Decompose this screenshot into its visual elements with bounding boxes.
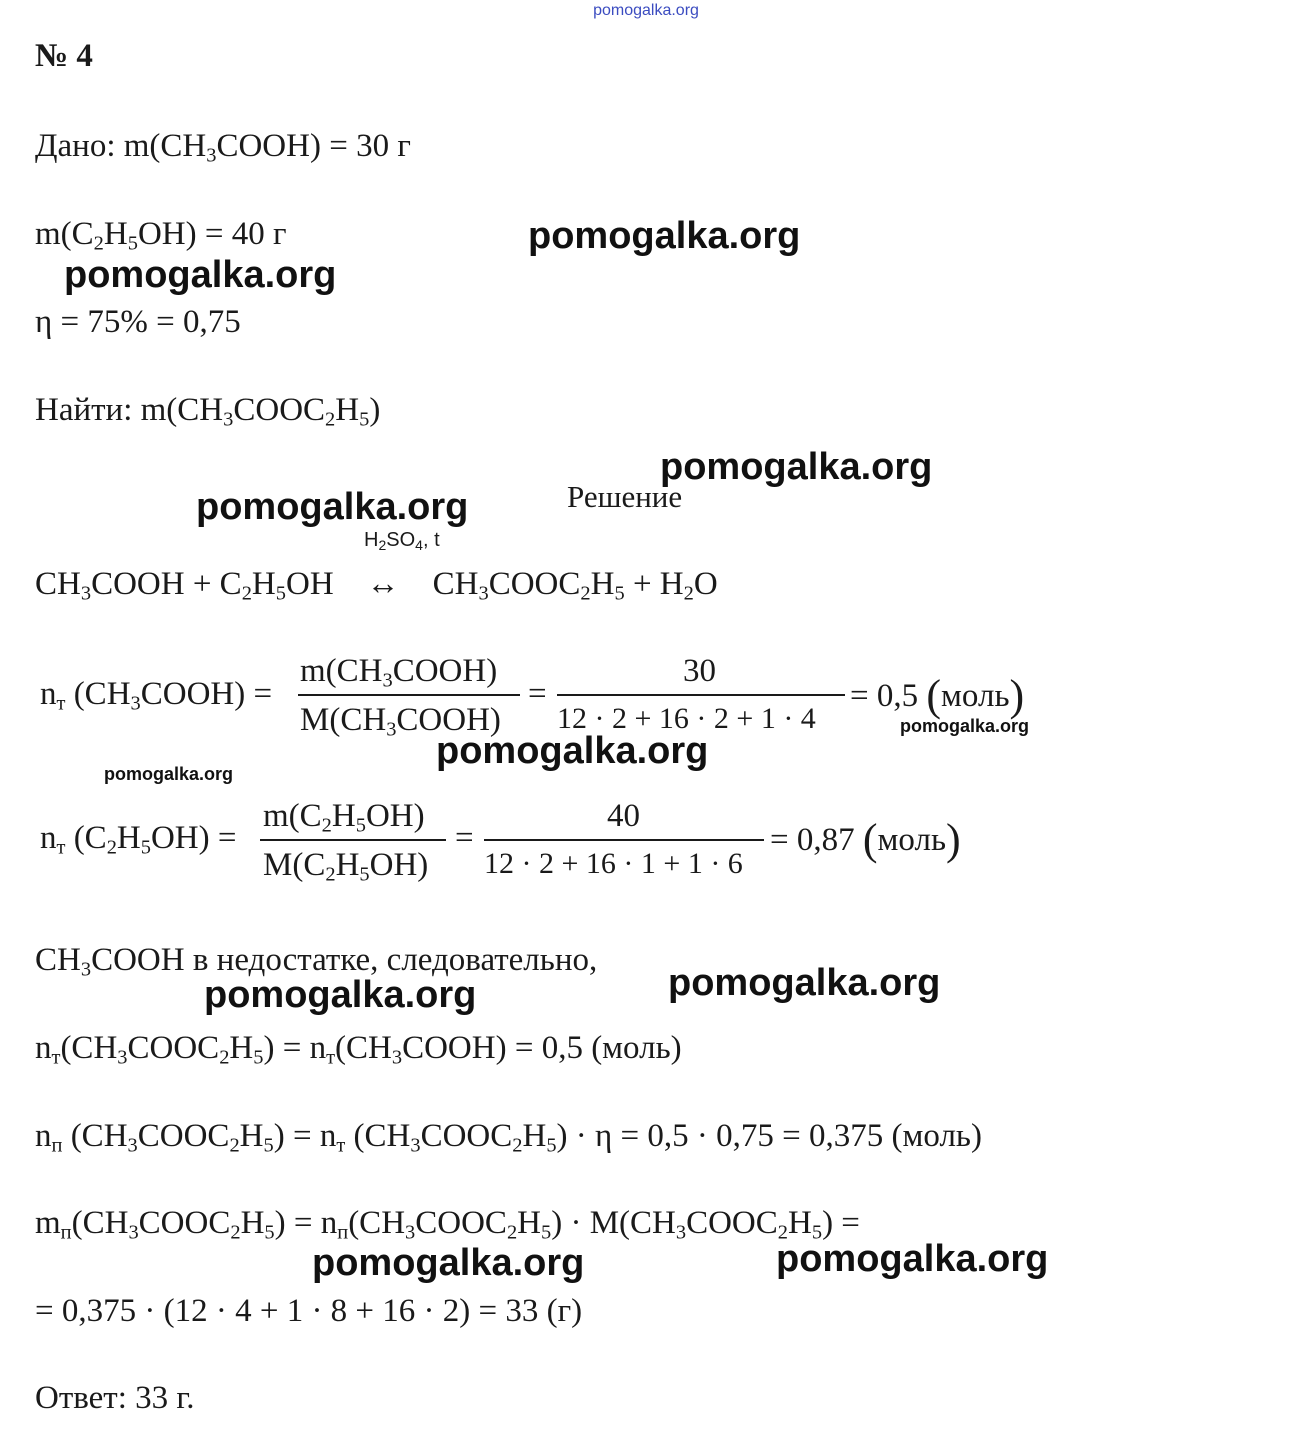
- n-alcohol-value-bar: [484, 839, 764, 841]
- n-alcohol-den-value: 12 · 2 + 16 · 1 + 1 · 6: [484, 847, 743, 880]
- n-ester-practical-result: · η = 0,5 · 0,75 = 0,375 (моль): [575, 1118, 982, 1154]
- given-alcohol-value: = 40 г: [204, 216, 287, 252]
- watermark-6: pomogalka.org: [436, 730, 709, 772]
- problem-number: № 4: [35, 38, 93, 74]
- n-ester-theoretical-result: = 0,5 (моль): [514, 1030, 682, 1066]
- n-acid-fraction-bar: [298, 694, 520, 696]
- n-ester-theoretical: $n_т(CH_3COOC_2H_5)$ = $n_т(CH_3COOH) = 0,5$ (моль): [35, 1030, 682, 1069]
- watermark-8: pomogalka.org: [668, 962, 941, 1004]
- reaction-equation: $CH_3COOH + C_2H_5OH$ ↔ $CH_3COOC_2H_5 + H_2O$: [35, 566, 718, 605]
- n-ester-practical: $n_п$ $(CH_3COOC_2H_5) = n_т$ $(CH_3COOC_2H_5) \cdot \eta = 0,5 \cdot 0,75 = 0,375$ (моль): [35, 1118, 982, 1157]
- n-alcohol-fraction-bar: [260, 839, 446, 841]
- m-ester-formula: $m_п(CH_3COOC_2H_5)$ = $n_п(CH_3COOC_2H_5)$ · $M(CH_3COOC_2H_5)$ =: [35, 1205, 860, 1244]
- n-alcohol-den: $M(C_2H_5OH)$: [263, 847, 429, 886]
- watermark-5: pomogalka.org: [900, 716, 1030, 736]
- watermark-1: pomogalka.org: [528, 215, 801, 257]
- given-acid-mass: Дано: $m(CH_3COOH) = 30$ г: [35, 128, 411, 167]
- n-acid-value-bar: [557, 694, 845, 696]
- reaction-condition: $H_2SO_4$, t: [364, 529, 440, 553]
- deficit-text: в недостатке, следовательно,: [192, 942, 598, 978]
- given-yield: η = 75% = 0,75: [35, 304, 241, 340]
- watermark-10: pomogalka.org: [776, 1238, 1049, 1280]
- watermark-11: pomogalka.org: [312, 1242, 585, 1284]
- n-acid-num: $m(CH_3COOH)$: [300, 653, 498, 692]
- n-alcohol-eq: =: [455, 820, 474, 856]
- given-acid-value: = 30 г: [329, 128, 411, 164]
- n-acid-num-value: 30: [683, 653, 716, 689]
- watermark-top: pomogalka.org: [593, 2, 699, 19]
- solution-heading: Решение: [567, 479, 683, 514]
- n-acid-result: = 0,5 (моль): [850, 671, 1025, 720]
- deficit-line: $CH_3COOH$ в недостатке, следовательно,: [35, 942, 598, 981]
- answer: Ответ: 33 г.: [35, 1380, 195, 1416]
- n-acid-den-value: 12 · 2 + 16 · 2 + 1 · 4: [557, 702, 816, 735]
- watermark-3: pomogalka.org: [660, 446, 933, 488]
- watermark-9: pomogalka.org: [204, 974, 477, 1016]
- watermark-2: pomogalka.org: [64, 254, 337, 296]
- n-alcohol-lhs: $n_т$ $(C_2H_5OH)$ =: [40, 820, 237, 859]
- given-label: Дано:: [35, 128, 116, 164]
- n-alcohol-result: = 0,87 (моль): [770, 815, 961, 864]
- watermark-7: pomogalka.org: [104, 764, 234, 784]
- n-alcohol-num-value: 40: [607, 798, 640, 834]
- watermark-4: pomogalka.org: [196, 486, 469, 528]
- find-line: Найти: $m(CH_3COOC_2H_5)$: [35, 392, 381, 431]
- n-acid-eq: =: [528, 676, 547, 712]
- m-ester-result: = 0,375 · (12 · 4 + 1 · 8 + 16 · 2) = 33 (г): [35, 1293, 583, 1329]
- reaction-arrow: ↔: [366, 566, 400, 602]
- n-alcohol-num: $m(C_2H_5OH)$: [263, 798, 425, 837]
- n-acid-lhs: $n_т$ $(CH_3COOH)$ =: [40, 676, 273, 715]
- find-label: Найти:: [35, 392, 133, 428]
- n-acid-den: $M(CH_3COOH)$: [300, 702, 501, 741]
- reaction-condition-t: t: [434, 529, 440, 551]
- given-alcohol-mass: $m(C_2H_5OH) = 40$ г: [35, 216, 287, 255]
